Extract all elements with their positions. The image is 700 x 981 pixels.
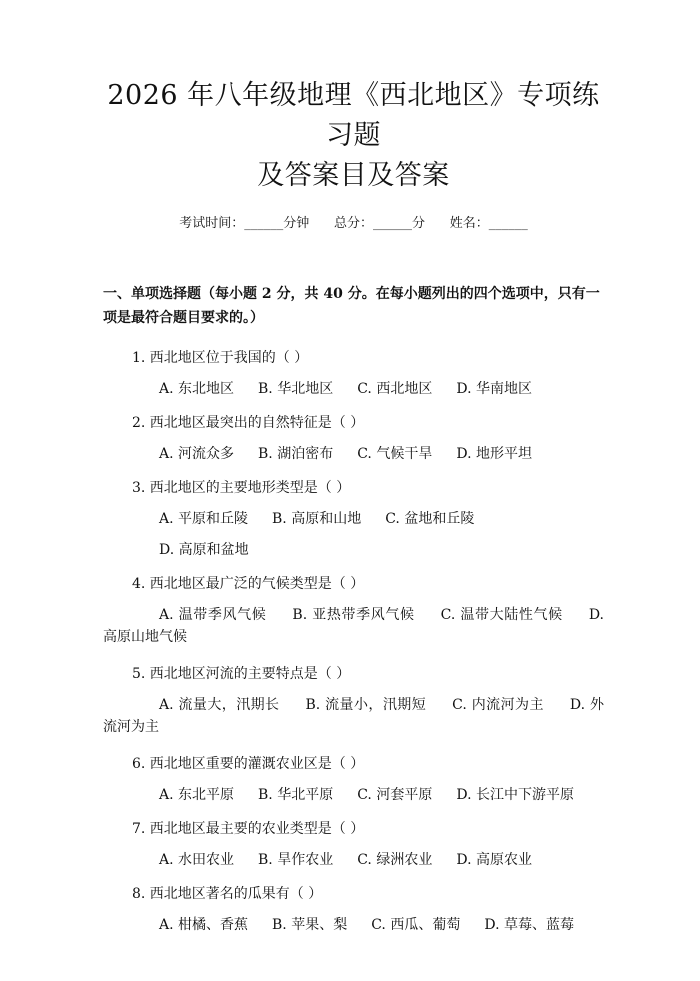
option-c: C. 绿洲农业: [357, 852, 433, 868]
option-c: C. 温带大陆性气候: [440, 607, 563, 623]
option-b: B. 旱作农业: [258, 852, 334, 868]
option-b: B. 华北地区: [258, 381, 334, 397]
question-options: [103, 694, 604, 738]
option-a: A. 水田农业: [159, 852, 235, 868]
question-item: [103, 748, 604, 811]
question-options: [103, 504, 604, 566]
option-b: B. 苹果、梨: [272, 917, 348, 933]
option-c: C. 河套平原: [357, 787, 433, 803]
question-stem: 4. 西北地区最广泛的气候类型是（ ）: [132, 576, 365, 592]
option-d: D. 华南地区: [456, 381, 532, 397]
question-item: [103, 658, 604, 738]
option-d: D. 草莓、蓝莓: [484, 917, 574, 933]
option-d: D. 高原农业: [456, 852, 532, 868]
question-item: [103, 407, 604, 470]
question-stem: 8. 西北地区著名的瓜果有（ ）: [132, 886, 323, 902]
option-a: A. 河流众多: [159, 446, 235, 462]
option-c: C. 气候干旱: [357, 446, 433, 462]
section-heading: 一、单项选择题（每小题 2 分，共 40 分。在每小题列出的四个选项中，只有一项是最符合题目要求的。）: [103, 286, 600, 326]
exam-info-line: 考试时间：______分钟 总分：______分 姓名：______: [179, 216, 528, 231]
option-b: B. 亚热带季风气候: [292, 607, 415, 623]
option-d: D. 高原山地气候: [103, 607, 604, 645]
option-b: B. 高原和山地: [272, 511, 362, 527]
question-options: [103, 604, 604, 648]
option-a: A. 东北平原: [159, 787, 235, 803]
question-item: [103, 472, 604, 566]
option-c: C. 西北地区: [357, 381, 433, 397]
question-item: [103, 878, 604, 941]
question-stem: 6. 西北地区重要的灌溉农业区是（ ）: [132, 756, 365, 772]
title-line-1: 2026 年八年级地理《西北地区》专项练习题: [107, 80, 600, 151]
question-item: [103, 813, 604, 876]
option-d: D. 地形平坦: [456, 446, 532, 462]
question-stem: 5. 西北地区河流的主要特点是（ ）: [132, 666, 351, 682]
question-stem: 7. 西北地区最主要的农业类型是（ ）: [132, 821, 365, 837]
question-list: [103, 342, 604, 941]
option-c: C. 西瓜、葡萄: [371, 917, 461, 933]
option-d: D. 长江中下游平原: [456, 787, 574, 803]
question-options: [103, 845, 604, 876]
document-title: [103, 76, 604, 196]
document-page: [0, 76, 700, 981]
option-b: B. 湖泊密布: [258, 446, 334, 462]
option-c: C. 盆地和丘陵: [385, 511, 475, 527]
option-a: A. 流量大，汛期长: [159, 697, 280, 713]
question-item: [103, 568, 604, 648]
question-stem: 2. 西北地区最突出的自然特征是（ ）: [132, 415, 365, 431]
option-c: C. 内流河为主: [452, 697, 544, 713]
question-stem: 3. 西北地区的主要地形类型是（ ）: [132, 480, 351, 496]
question-options: [103, 910, 604, 941]
option-b: B. 华北平原: [258, 787, 334, 803]
question-item: [103, 342, 604, 405]
question-options: [103, 780, 604, 811]
question-options: [103, 374, 604, 405]
option-d: D. 外流河为主: [103, 697, 604, 735]
title-line-2: 及答案目及答案: [257, 160, 450, 191]
option-a: A. 柑橘、香蕉: [159, 917, 249, 933]
option-a: A. 平原和丘陵: [159, 511, 249, 527]
option-d: D. 高原和盆地: [159, 542, 249, 558]
question-options: [103, 439, 604, 470]
option-b: B. 流量小，汛期短: [305, 697, 427, 713]
option-a: A. 温带季风气候: [159, 607, 267, 623]
option-a: A. 东北地区: [159, 381, 235, 397]
question-stem: 1. 西北地区位于我国的（ ）: [132, 350, 309, 366]
